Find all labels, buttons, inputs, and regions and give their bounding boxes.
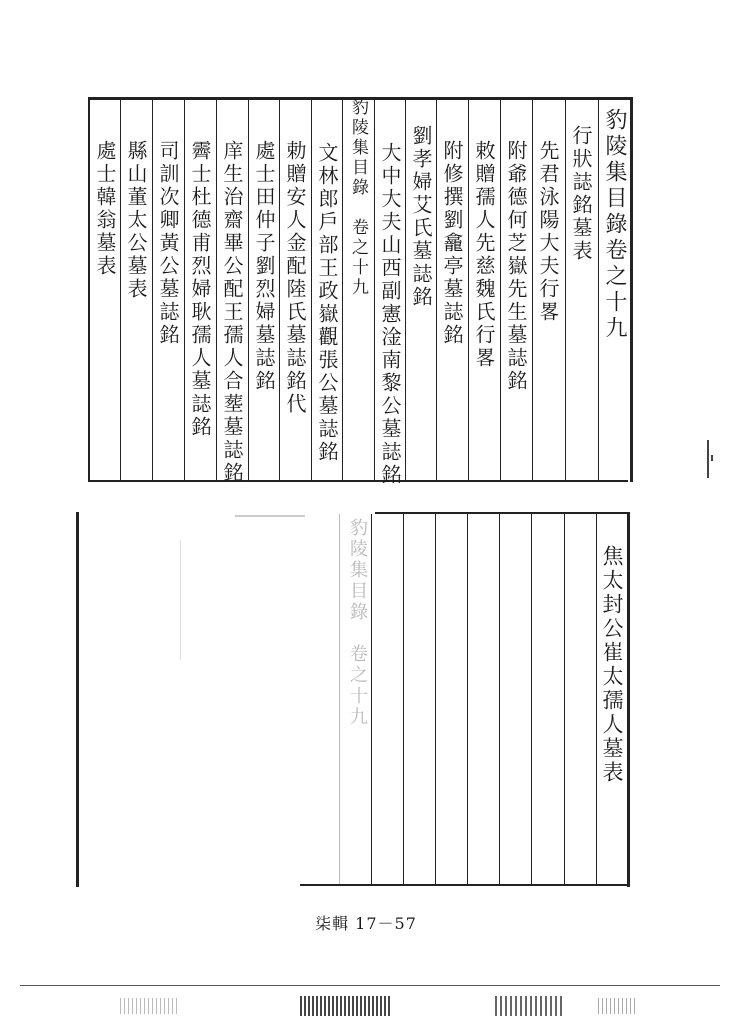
column-rule <box>468 100 469 480</box>
column-rule <box>371 514 372 884</box>
toc-entry: 大中大夫山西副憲淦南黎公墓誌銘 <box>378 142 402 487</box>
toc-entry: 敕贈孺人先慈魏氏行畧 <box>472 140 496 370</box>
column-rule <box>435 514 436 884</box>
column-rule <box>248 100 249 480</box>
toc-entry: 處士田仲子劉烈婦墓誌銘 <box>252 140 276 393</box>
bottom-border <box>88 480 628 482</box>
toc-entry: 文林郎戶部王政嶽觀張公墓誌銘 <box>315 142 339 464</box>
column-rule <box>184 100 185 480</box>
scan-artifact <box>598 998 638 1014</box>
scan-speck <box>707 440 709 478</box>
toc-entry: 附爺德何芝嶽先生墓誌銘 <box>504 140 528 393</box>
column-rule <box>565 100 566 480</box>
toc-entry: 處士韓翁墓表 <box>93 140 117 278</box>
bottom-border <box>300 884 630 886</box>
page-number: 柒輯 17－57 <box>315 914 417 933</box>
column-rule <box>436 100 437 480</box>
toc-entry: 霽士杜德甫烈婦耿孺人墓誌銘 <box>188 140 212 439</box>
column-rule <box>311 100 312 480</box>
volume-title: 豹陵集目錄卷之十九 <box>602 108 627 342</box>
scan-artifact <box>20 985 720 986</box>
top-border <box>375 512 629 514</box>
column-rule <box>531 514 532 884</box>
column-rule <box>467 514 468 884</box>
column-rule <box>596 514 597 884</box>
left-border <box>76 512 79 887</box>
toc-entry: 先君泳陽大夫行畧 <box>536 140 560 324</box>
column-rule <box>500 100 501 480</box>
column-rule <box>532 100 533 480</box>
margin-title: 豹陵集目錄 卷之十九 <box>348 98 368 298</box>
scan-speck <box>711 455 713 461</box>
margin-title: 豹陵集目錄 卷之十九 <box>347 518 368 728</box>
scan-noise <box>180 540 181 660</box>
scan-artifact <box>120 998 180 1014</box>
toc-entry: 劉孝婦艾氏墓誌銘 <box>409 125 433 309</box>
toc-entry: 縣山董太公墓表 <box>124 140 148 301</box>
column-rule <box>499 514 500 884</box>
toc-entry: 勅贈安人金配陸氏墓誌銘代 <box>283 140 307 416</box>
column-rule <box>374 100 375 480</box>
column-rule <box>598 100 599 480</box>
column-rule <box>403 514 404 884</box>
column-rule <box>405 100 406 480</box>
column-rule <box>216 100 217 480</box>
right-border <box>627 512 630 887</box>
toc-entry: 司訓次卿黃公墓誌銘 <box>156 140 180 347</box>
column-rule <box>120 100 121 480</box>
scan-artifact <box>300 996 390 1016</box>
column-rule <box>564 514 565 884</box>
scan-noise <box>235 515 305 517</box>
column-rule <box>342 100 343 480</box>
toc-entry: 焦太封公崔太孺人墓表 <box>600 545 624 785</box>
toc-entry: 庠生治齋畢公配王孺人合塟墓誌銘 <box>220 140 244 485</box>
column-rule <box>279 100 280 480</box>
left-border <box>88 97 90 482</box>
toc-entry: 行狀誌銘墓表 <box>569 125 593 263</box>
right-border <box>630 97 633 482</box>
column-rule <box>152 100 153 480</box>
scan-artifact <box>495 996 565 1016</box>
column-rule <box>339 514 340 884</box>
toc-entry: 附修撰劉龕亭墓誌銘 <box>440 140 464 347</box>
